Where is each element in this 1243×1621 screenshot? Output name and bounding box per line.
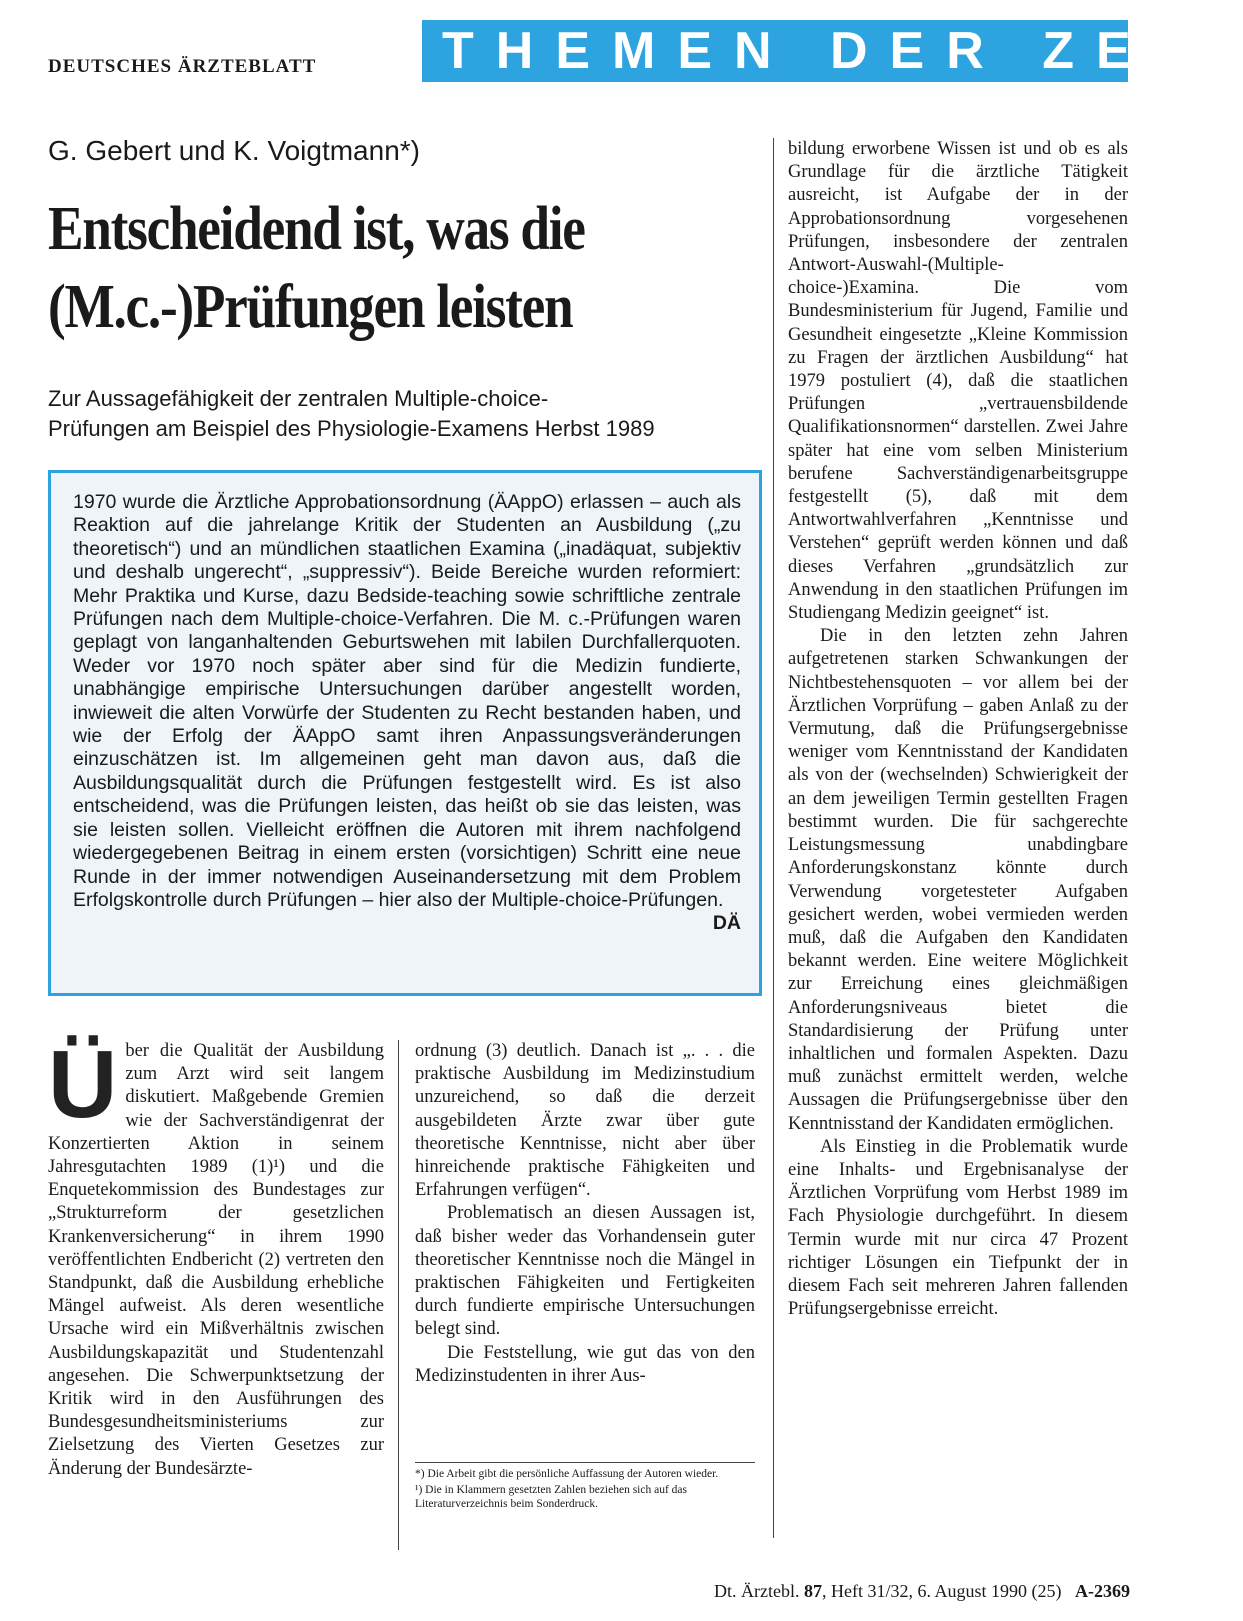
intro-signature: DÄ xyxy=(712,912,741,935)
subtitle-line-1: Zur Aussagefähigkeit der zentralen Multiple-choice- xyxy=(48,386,549,411)
section-banner: THEMEN DER ZEIT xyxy=(422,20,1128,82)
column-divider-right xyxy=(773,138,774,1538)
dropcap: Ü xyxy=(48,1031,118,1138)
footnote: *) Die Arbeit gibt die persönliche Auffassung der Autoren wieder. xyxy=(415,1468,719,1480)
paragraph: Die in den letzten zehn Jahren aufgetretenen starken Schwankungen der Nichtbestehensquoten – vor allem bei der Ärztlichen Vorprüfung – gaben Anlaß zu der Vermutung, daß die Prüfungsergebnisse weniger vom Kenntnisstand der Kandidaten als von der (wechselnden) Schwierigkeit der an dem jeweiligen Termin gestellten Fragen bestimmt wurden. Die für sachgerechte Leistungsmessung unabdingbare Anforderungskonstanz könnte durch Verwendung vorgetesteter Aufgaben gesichert werden, wobei vermieden werden muß, daß die Aufgaben den Kandidaten bekannt werden. Eine weitere Möglichkeit zur Erreichung eines gleichmäßigen Anforderungsniveaus bietet die Standardisierung der Prüfung unter inhaltlichen und formalen Aspekten. Dazu muß zunächst ermittelt werden, welche Aussagen die Prüfungsergebnisse über den Kenntnisstand der Kandidaten ermöglichen. xyxy=(788,626,1128,1134)
intro-box xyxy=(48,470,762,996)
intro-paragraph: 1970 wurde die Ärztliche Approbationsordnung (ÄAppO) erlassen – auch als Reaktion auf die jahrelange Kritik der Studenten an Ausbildung („zu theoretisch“) und an mündlichen staatlichen Examina („inadäquat, subjektiv und deshalb ungerecht“, „suppressiv“). Beide Bereiche wurden reformiert: Mehr Praktika und Kurse, dazu Bedside-teaching sowie schriftliche zentrale Prüfungen nach dem Multiple-choice-Verfahren. Die M. c.-Prüfungen waren geplagt von langanhaltenden Geburtswehen mit labilen Durchfallerquoten. Weder vor 1970 noch später aber sind für die Medizin fundierte, unabhängige empirische Untersuchungen darüber angestellt worden, inwieweit die alten Vorwürfe der Studenten zu Recht bestanden haben, und wie der Erfolg der ÄAppO samt ihren Anpassungsveränderungen einzuschätzen ist. Im allgemeinen geht man davon aus, daß die Ausbildungsqualität durch die Prüfungen festgestellt wird. Es ist also entscheidend, was die Prüfungen leisten, das heißt ob sie das leisten, was sie leisten sollen. Vielleicht eröffnen die Autoren mit ihrem nachfolgend wiedergegebenen Beitrag in einem ersten (vorsichtigen) Schritt eine neue Runde in der immer notwendigen Auseinandersetzung mit dem Problem Erfolgskontrolle durch Prüfungen – hier also der Multiple-choice-Prüfungen. xyxy=(73,491,741,911)
footnotes xyxy=(415,1462,755,1513)
authors: G. Gebert und K. Voigtmann*) xyxy=(48,135,420,166)
article-column-left xyxy=(48,1031,384,1481)
paragraph: bildung erworbene Wissen ist und ob es als Grundlage für die ärztliche Tätigkeit ausreicht, ist Aufgabe der in der Approbationsordnung vorgesehenen Prüfungen, insbesondere der zentralen Antwort-Auswahl-(Multiple-choice-)Examina. Die vom Bundesministerium für Jugend, Familie und Gesundheit eingesetzte „Kleine Kommission zu Fragen der ärztlichen Ausbildung“ hat 1979 postuliert (4), daß die staatlichen Prüfungen „vertrauensbildende Qualifikationsnormen“ darstellen. Zwei Jahre später hat eine vom selben Ministerium berufene Sachverständigenarbeitsgruppe festgestellt (5), daß mit dem Antwortwahlverfahren „Kenntnisse und Verstehen“ geprüft werden können und daß dieses Verfahren „grundsätzlich zur Anwendung in den staatlichen Prüfungen im Studiengang Medizin geeignet“ ist. xyxy=(788,139,1128,624)
citation-prefix: Dt. Ärztebl. xyxy=(714,1581,800,1601)
intro-text xyxy=(73,491,741,936)
citation-details: , Heft 31/32, 6. August 1990 (25) xyxy=(822,1581,1062,1601)
footnote: ¹) Die in Klammern gesetzten Zahlen beziehen sich auf das Literaturverzeichnis beim Sonderdruck. xyxy=(415,1484,687,1510)
paragraph: Problematisch an diesen Aussagen ist, daß bisher weder das Vorhandensein guter theoretischer Kenntnisse noch die Mängel in praktischen Fähigkeiten und Fertigkeiten durch fundierte empirische Untersuchungen belegt sind. xyxy=(415,1203,755,1340)
page-number: A-2369 xyxy=(1075,1581,1130,1601)
subtitle xyxy=(48,384,768,444)
subtitle-line-2: Prüfungen am Beispiel des Physiologie-Examens Herbst 1989 xyxy=(48,416,655,441)
paragraph: ber die Qualität der Ausbildung zum Arzt wird seit langem diskutiert. Maßgebende Gremien wie der Sachverständigenrat der Konzertierten Aktion in seinem Jahresgutachten 1989 (1)¹) und die Enquetekommission des Bundestages zur „Strukturreform der gesetzlichen Krankenversicherung“ in ihrem 1990 veröffentlichten Endbericht (2) vertreten den Standpunkt, daß die Ausbildung erhebliche Mängel aufweist. Als deren wesentliche Ursache wird ein Mißverhältnis zwischen Ausbildungskapazität und Studentenzahl angesehen. Die Schwerpunktsetzung der Kritik wird in den Ausführungen des Bundesgesundheitsministeriums zur Zielsetzung des Vierten Gesetzes zur Änderung der Bundesärzte- xyxy=(48,1041,384,1479)
paragraph: Als Einstieg in die Problematik wurde eine Inhalts- und Ergebnisanalyse der Ärztlichen Vorprüfung vom Herbst 1989 im Fach Physiologie durchgeführt. In diesem Termin wurde mit nur circa 47 Prozent richtiger Lösungen ein Tiefpunkt der in diesem Fach seit mehreren Jahren fallenden Prüfungsergebnisse erreicht. xyxy=(788,1136,1128,1320)
page-footer xyxy=(714,1581,1130,1602)
column-divider-mid xyxy=(398,1040,399,1550)
journal-name: DEUTSCHES ÄRZTEBLATT xyxy=(48,56,317,77)
article-column-middle xyxy=(415,1040,755,1388)
article-column-right xyxy=(788,138,1128,1321)
paragraph: ordnung (3) deutlich. Danach ist „. . . die praktische Ausbildung im Medizinstudium unzureichend, so daß die derzeit ausgebildeten Ärzte zwar über gute theoretische Kenntnisse, nicht aber über hinreichende praktische Fähigkeiten und Erfahrungen verfügen“. xyxy=(415,1041,755,1201)
paragraph: Die Feststellung, wie gut das von den Medizinstudenten in ihrer Aus- xyxy=(415,1342,755,1386)
headline-line-1: Entscheidend ist, was die xyxy=(48,195,585,263)
volume-number: 87 xyxy=(804,1581,823,1601)
headline xyxy=(48,190,667,346)
headline-line-2: (M.c.-)Prüfungen leisten xyxy=(48,273,573,341)
